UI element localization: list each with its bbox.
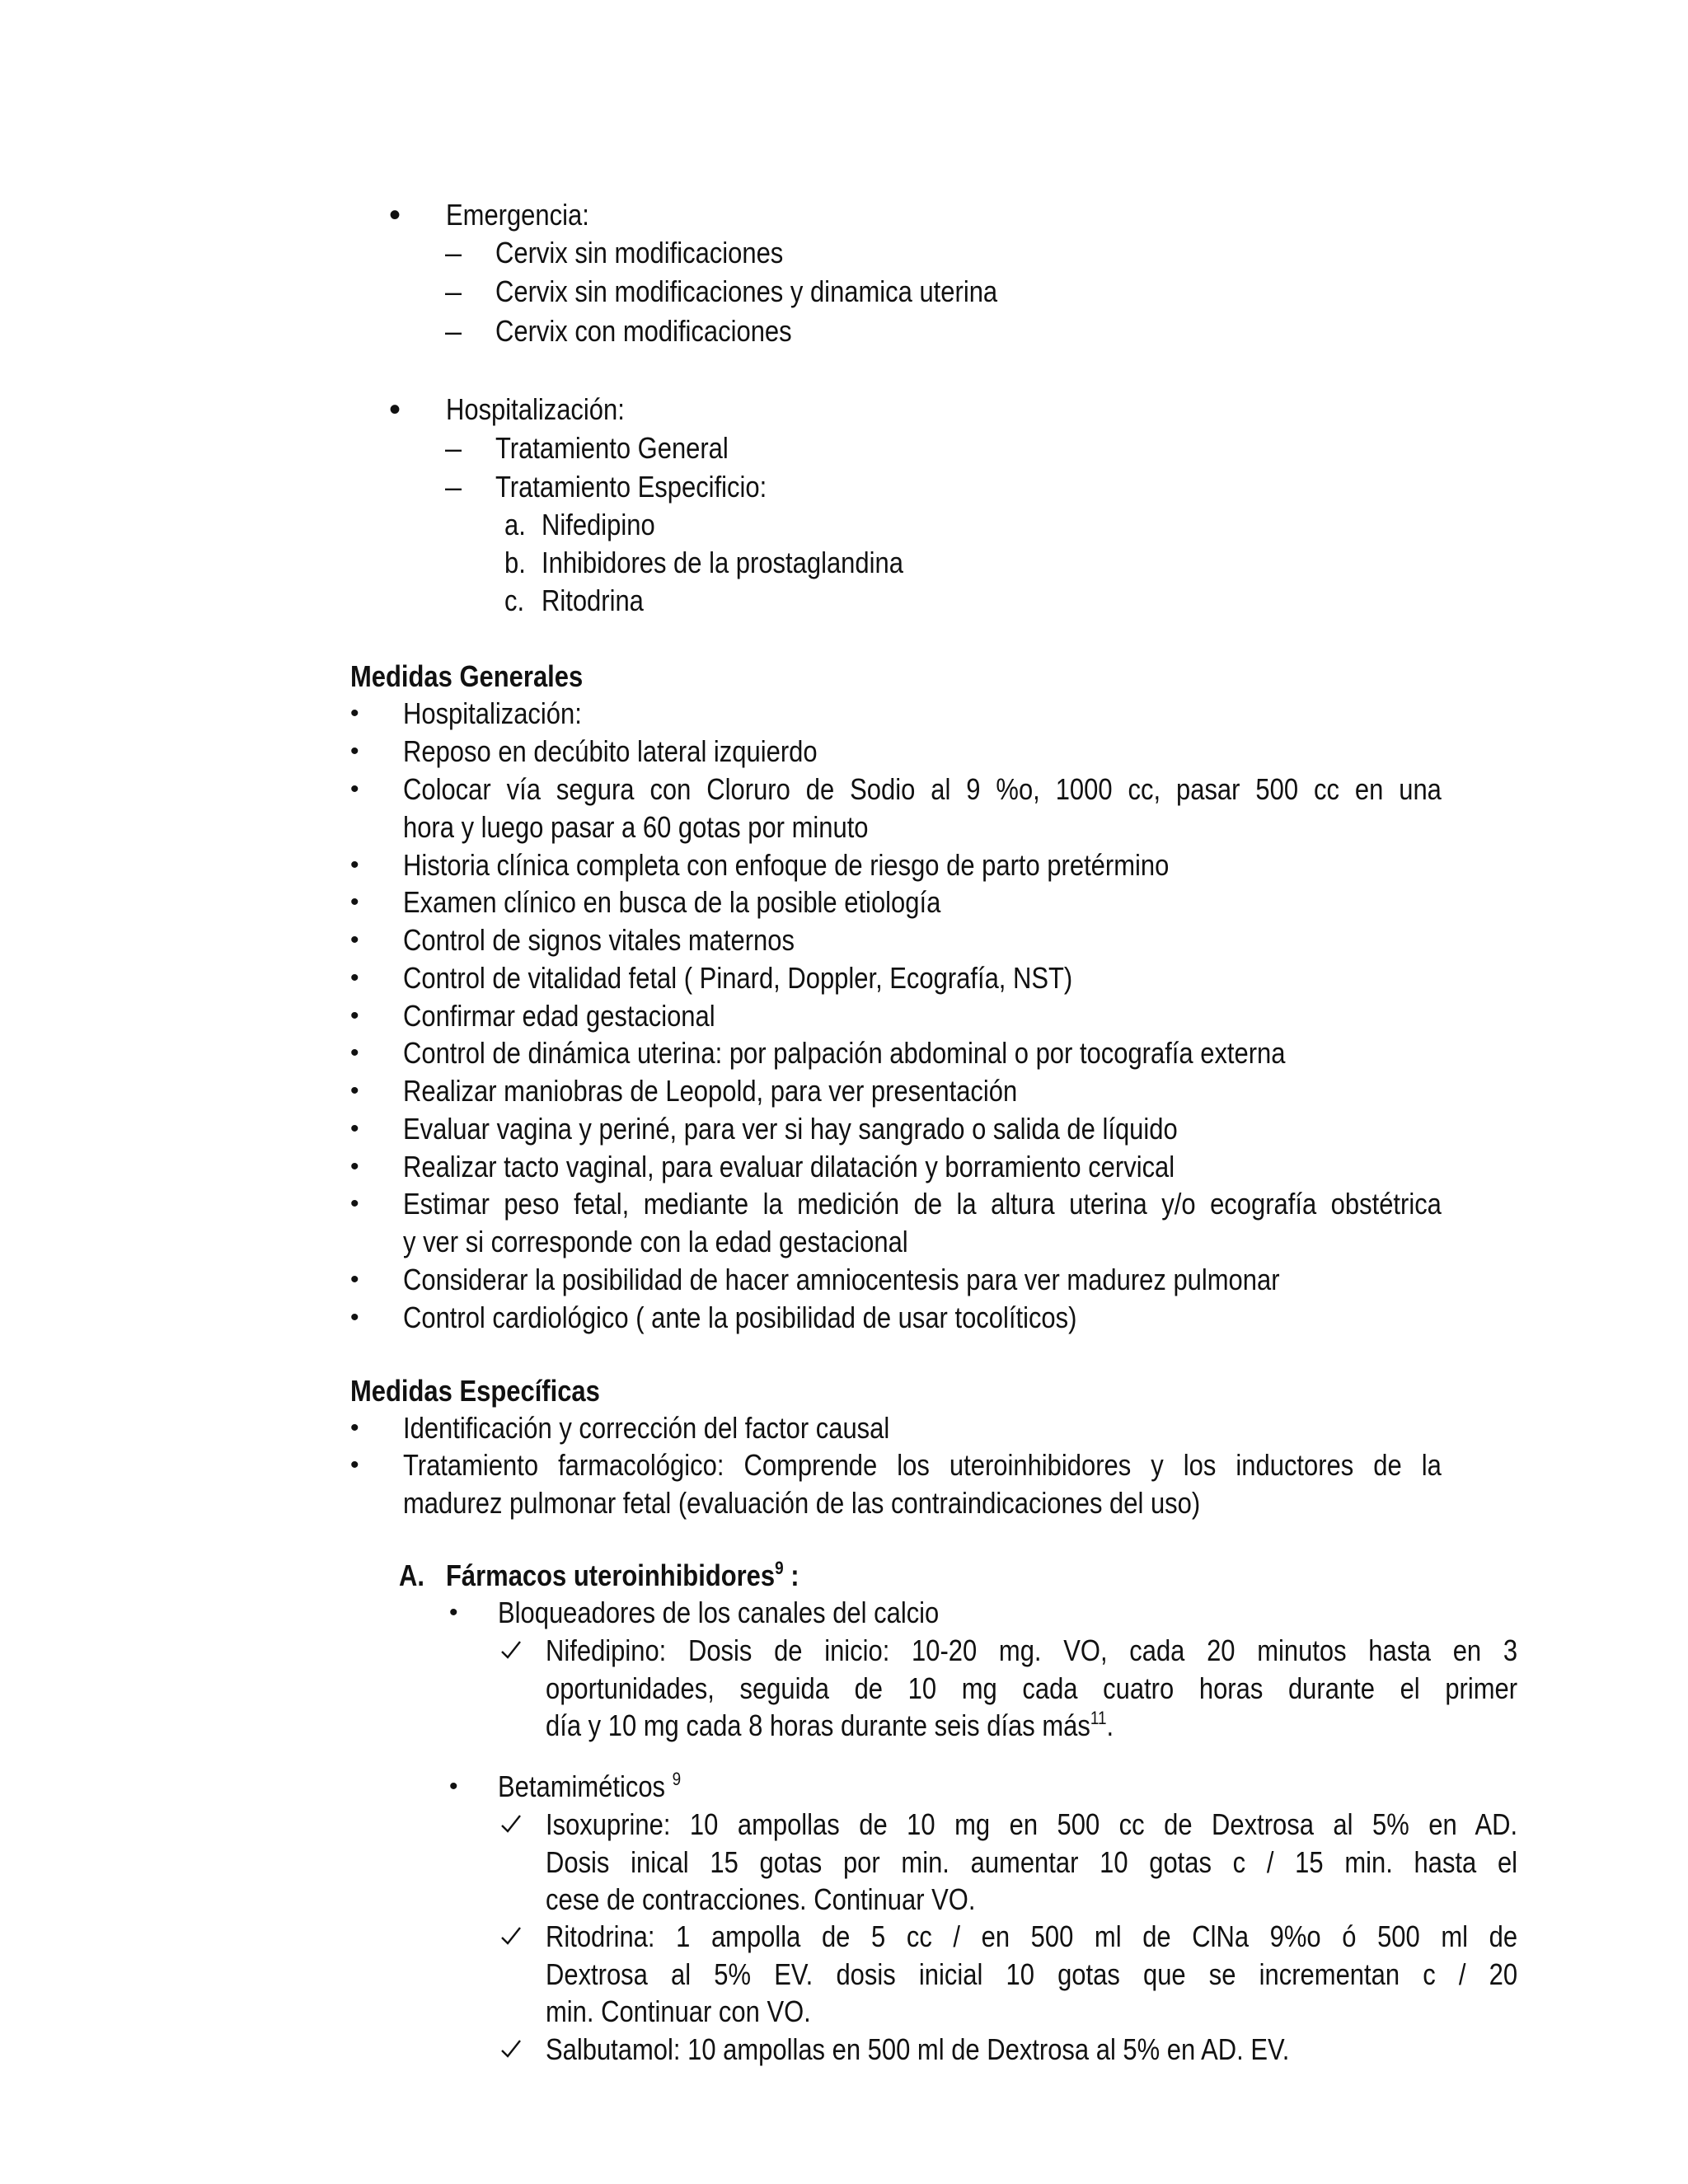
bullet: •	[449, 1599, 458, 1626]
list-item: Identificación y corrección del factor causal	[403, 1411, 890, 1445]
list-item: Tratamiento farmacológico: Comprende los uteroinhibidores y los inductores de la	[403, 1448, 1442, 1482]
dash-marker: –	[445, 431, 462, 465]
bullet: •	[350, 1414, 359, 1441]
bullet: •	[350, 1451, 359, 1479]
ritodrina-line: min. Continuar con VO.	[546, 1994, 811, 2028]
list-item: Estimar peso fetal, mediante la medición de la altura uterina y/o ecografía obstétrica	[403, 1187, 1442, 1221]
emergencia-item: Cervix sin modificaciones	[495, 236, 784, 269]
nifedipino-line: oportunidades, seguida de 10 mg cada cuatro horas durante el primer	[546, 1671, 1518, 1705]
dash-marker: –	[445, 314, 462, 348]
bullet: •	[350, 851, 359, 879]
farmacos-marker: A.	[399, 1558, 424, 1592]
list-item: Realizar maniobras de Leopold, para ver presentación	[403, 1074, 1018, 1108]
ritodrina-line: Dextrosa al 5% EV. dosis inicial 10 gotas que se incrementan c / 20	[546, 1957, 1518, 1991]
farmacos-heading: Fármacos uteroinhibidores$^9$ :	[446, 1558, 799, 1592]
checkmark-icon	[500, 1813, 522, 1835]
footnote-ref: 11	[1090, 1708, 1107, 1728]
list-item: Control cardiológico ( ante la posibilidad de usar tocolíticos)	[403, 1301, 1077, 1334]
list-item: Control de signos vitales maternos	[403, 923, 795, 957]
bullet: •	[350, 1190, 359, 1217]
bullet: •	[350, 700, 359, 727]
list-item: Control de vitalidad fetal ( Pinard, Doppler, Ecografía, NST)	[403, 961, 1073, 995]
bullet: •	[449, 1773, 458, 1800]
subitem-text: Inhibidores de la prostaglandina	[542, 546, 903, 579]
bullet: •	[389, 197, 401, 233]
salbutamol-line: Salbutamol: 10 ampollas en 500 ml de Dextrosa al 5% en AD. EV.	[546, 2032, 1290, 2066]
list-item: Realizar tacto vaginal, para evaluar dilatación y borramiento cervical	[403, 1150, 1175, 1183]
isoxuprine-line: Dosis inical 15 gotas por min. aumentar 10 gotas c / 15 min. hasta el	[546, 1845, 1518, 1879]
bullet: •	[350, 776, 359, 803]
bullet: •	[350, 1153, 359, 1180]
section-heading: Medidas Generales	[350, 659, 584, 693]
dash-marker: –	[445, 274, 462, 308]
list-item: Control de dinámica uterina: por palpación abdominal o por tocografía externa	[403, 1036, 1286, 1070]
bullet: •	[350, 964, 359, 991]
list-item: Reposo en decúbito lateral izquierdo	[403, 734, 818, 768]
bullet: •	[389, 391, 401, 428]
emergencia-item: Cervix sin modificaciones y dinamica uterina	[495, 274, 998, 308]
bullet: •	[350, 1266, 359, 1293]
checkmark-icon	[500, 1925, 522, 1947]
dash-marker: –	[445, 236, 462, 269]
list-item-continuation: y ver si corresponde con la edad gestacional	[403, 1225, 908, 1258]
footnote-ref: 9	[672, 1769, 682, 1789]
bullet: •	[350, 738, 359, 765]
hospitalizacion-label: Hospitalización:	[446, 392, 625, 426]
list-item: Colocar vía segura con Cloruro de Sodio al 9 %o, 1000 cc, pasar 500 cc en una	[403, 772, 1442, 806]
dash-marker: –	[445, 470, 462, 504]
bullet: •	[350, 888, 359, 916]
ritodrina-line: Ritodrina: 1 ampolla de 5 cc / en 500 ml de ClNa 9%o ó 500 ml de	[546, 1919, 1518, 1953]
beta-label: Betamiméticos $^9$	[498, 1769, 682, 1803]
emergencia-item: Cervix con modificaciones	[495, 314, 792, 348]
bullet: •	[350, 1002, 359, 1029]
bullet: •	[350, 1039, 359, 1066]
section-heading: Medidas Específicas	[350, 1374, 600, 1408]
bullet: •	[350, 1304, 359, 1331]
list-item: Hospitalización:	[403, 696, 582, 730]
emergencia-label: Emergencia:	[446, 198, 589, 232]
hospitalizacion-item: Tratamiento Especificio:	[495, 470, 767, 504]
subitem-marker: b.	[504, 546, 526, 579]
isoxuprine-line: Isoxuprine: 10 ampollas de 10 mg en 500 cc de Dextrosa al 5% en AD.	[546, 1807, 1518, 1841]
checkmark-icon	[500, 2038, 522, 2060]
subitem-text: Nifedipino	[542, 508, 655, 541]
checkmark-icon	[500, 1639, 522, 1661]
nifedipino-line: Nifedipino: Dosis de inicio: 10-20 mg. VO, cada 20 minutos hasta en 3	[546, 1633, 1518, 1667]
list-item: Considerar la posibilidad de hacer amniocentesis para ver madurez pulmonar	[403, 1263, 1280, 1296]
list-item: Confirmar edad gestacional	[403, 999, 715, 1033]
bullet: •	[350, 1115, 359, 1142]
calcio-label: Bloqueadores de los canales del calcio	[498, 1596, 940, 1629]
bullet: •	[350, 926, 359, 954]
isoxuprine-line: cese de contracciones. Continuar VO.	[546, 1882, 976, 1916]
list-item: Evaluar vagina y periné, para ver si hay sangrado o salida de líquido	[403, 1112, 1178, 1146]
bullet: •	[350, 1077, 359, 1104]
footnote-ref: 9	[775, 1558, 784, 1578]
subitem-text: Ritodrina	[542, 583, 644, 617]
list-item-continuation: madurez pulmonar fetal (evaluación de las contraindicaciones del uso)	[403, 1486, 1201, 1520]
subitem-marker: a.	[504, 508, 526, 541]
hospitalizacion-item: Tratamiento General	[495, 431, 729, 465]
list-item: Historia clínica completa con enfoque de riesgo de parto pretérmino	[403, 848, 1170, 882]
list-item: Examen clínico en busca de la posible etiología	[403, 885, 941, 919]
list-item-continuation: hora y luego pasar a 60 gotas por minuto	[403, 810, 869, 844]
subitem-marker: c.	[504, 583, 525, 617]
nifedipino-line: día y 10 mg cada 8 horas durante seis días más$^{11}$.	[546, 1708, 1114, 1742]
